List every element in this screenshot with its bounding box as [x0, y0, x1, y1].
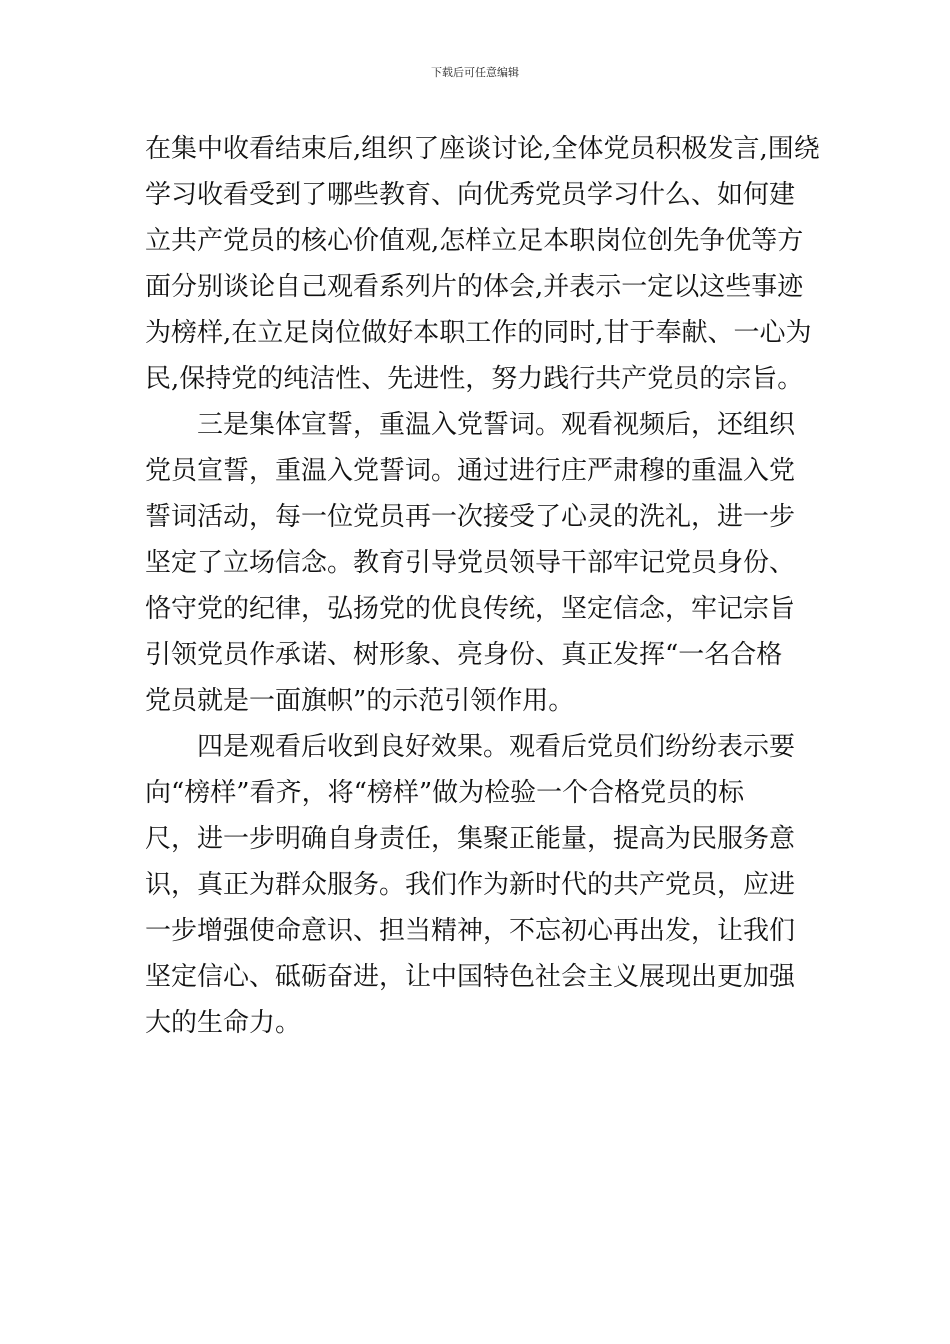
- text-line: 党员就是一面旗帜”的示范引领作用。: [145, 686, 575, 716]
- paragraph: [145, 402, 813, 724]
- text-line: 立共产党员的核心价值观,怎样立足本职岗位创先争优等方: [145, 226, 804, 256]
- paragraph: [145, 724, 813, 1046]
- text-line: 为榜样,在立足岗位做好本职工作的同时,甘于奉献、一心为: [145, 318, 812, 348]
- text-line: 坚定信心、砥砺奋进，让中国特色社会主义展现出更加强: [145, 962, 796, 992]
- text-line: 誓词活动，每一位党员再一次接受了心灵的洗礼，进一步: [145, 502, 796, 532]
- text-line: 面分别谈论自己观看系列片的体会,并表示一定以这些事迹: [145, 272, 804, 302]
- text-line: 党员宣誓，重温入党誓词。通过进行庄严肃穆的重温入党: [145, 456, 796, 486]
- text-line: 恪守党的纪律，弘扬党的优良传统，坚定信念，牢记宗旨: [145, 594, 796, 624]
- text-line: 四是观看后收到良好效果。观看后党员们纷纷表示要: [197, 732, 796, 762]
- text-line: 坚定了立场信念。教育引导党员领导干部牢记党员身份、: [145, 548, 796, 578]
- text-line: 引领党员作承诺、树形象、亮身份、真正发挥“一名合格: [145, 640, 783, 670]
- text-line: 三是集体宣誓，重温入党誓词。观看视频后，还组织: [197, 410, 796, 440]
- text-line: 大的生命力。: [145, 1008, 302, 1038]
- text-line: 向“榜样”看齐，将“榜样”做为检验一个合格党员的标: [145, 778, 745, 808]
- text-line: 识，真正为群众服务。我们作为新时代的共产党员，应进: [145, 870, 796, 900]
- text-line: 一步增强使命意识、担当精神，不忘初心再出发，让我们: [145, 916, 796, 946]
- header-note: 下载后可任意编辑: [431, 66, 519, 79]
- text-line: 学习收看受到了哪些教育、向优秀党员学习什么、如何建: [145, 180, 796, 210]
- document-body: [145, 126, 820, 1046]
- paragraph: [145, 126, 820, 402]
- text-line: 民,保持党的纯洁性、先进性，努力践行共产党员的宗旨。: [145, 364, 804, 394]
- text-line: 尺，进一步明确自身责任，集聚正能量，提高为民服务意: [145, 824, 796, 854]
- text-line: 在集中收看结束后,组织了座谈讨论,全体党员积极发言,围绕: [145, 134, 820, 164]
